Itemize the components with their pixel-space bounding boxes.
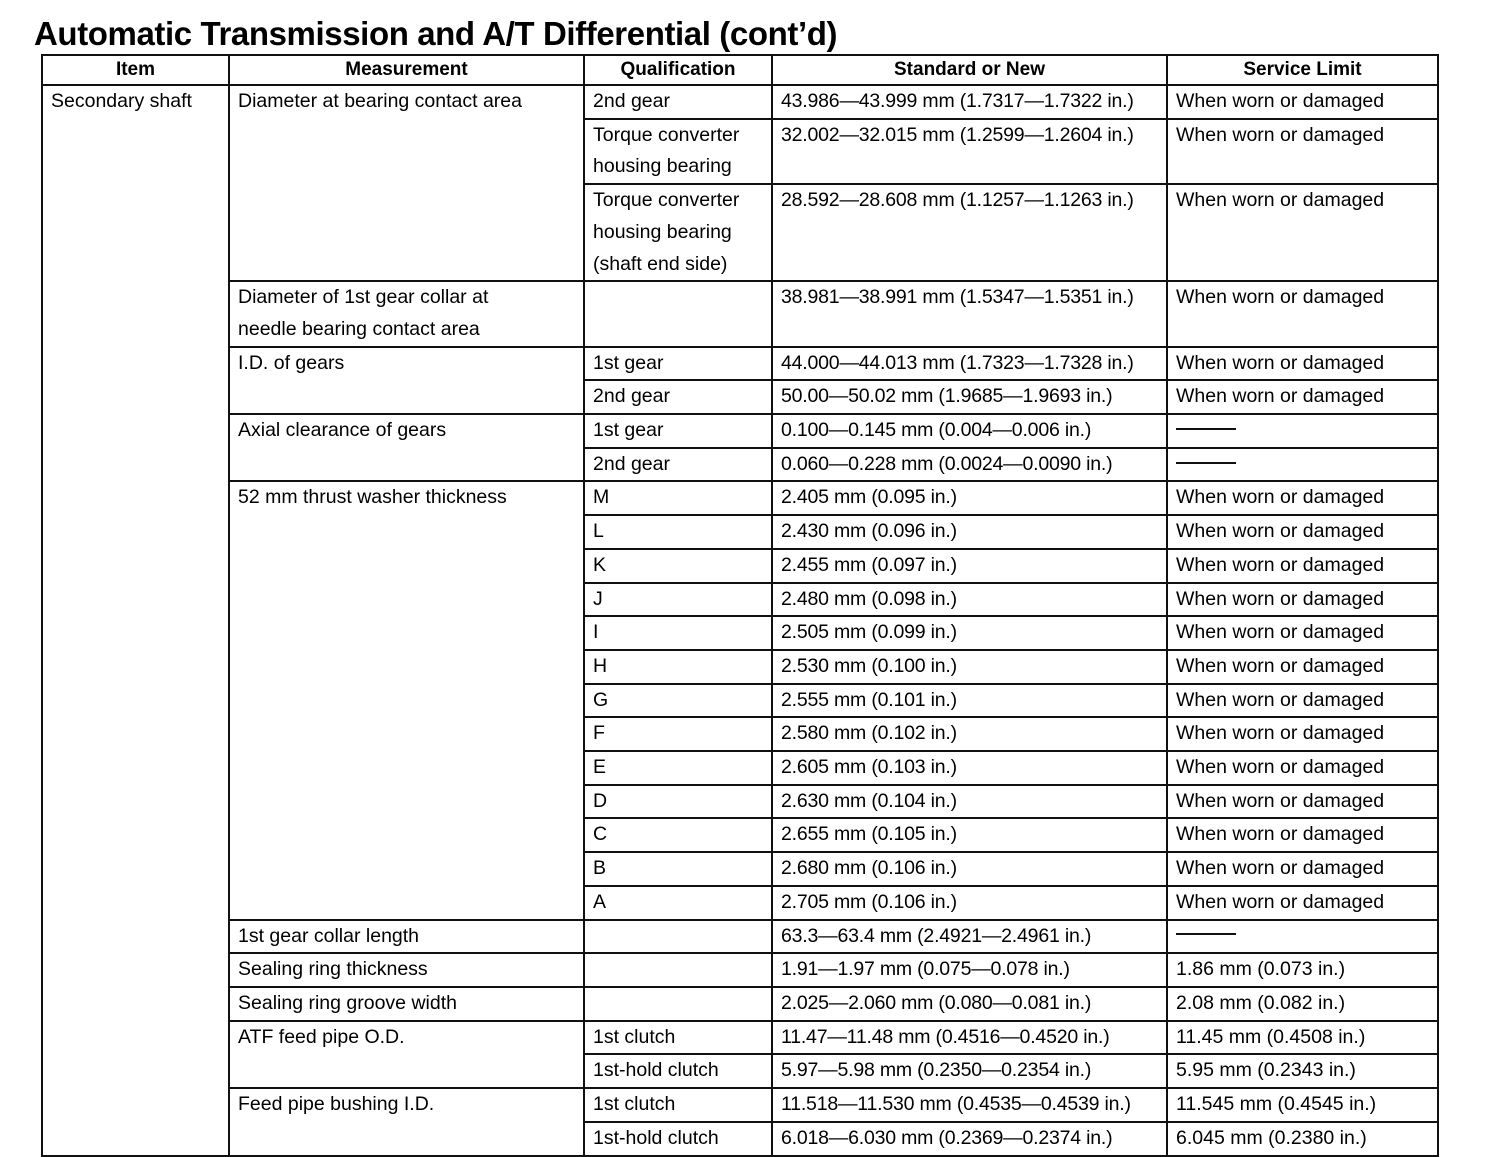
service-limit-cell: When worn or damaged (1167, 684, 1438, 718)
standard-cell: 63.3—63.4 mm (2.4921—2.4961 in.) (772, 920, 1167, 954)
no-limit-dash (1176, 462, 1236, 464)
qualification-cell: I (584, 616, 772, 650)
service-limit-cell: When worn or damaged (1167, 347, 1438, 381)
service-limit-cell: When worn or damaged (1167, 184, 1438, 281)
page-title: Automatic Transmission and A/T Differential (cont’d) (34, 15, 838, 52)
service-limit-cell: When worn or damaged (1167, 818, 1438, 852)
qualification-line: Torque converter (593, 123, 740, 146)
service-limit-cell (1167, 414, 1438, 448)
standard-cell: 2.405 mm (0.095 in.) (772, 481, 1167, 515)
qualification-cell (584, 281, 772, 346)
service-limit-cell: 1.86 mm (0.073 in.) (1167, 953, 1438, 987)
service-limit-cell: When worn or damaged (1167, 119, 1438, 184)
standard-cell: 6.018—6.030 mm (0.2369—0.2374 in.) (772, 1122, 1167, 1156)
no-limit-dash (1176, 933, 1236, 935)
standard-cell: 11.518—11.530 mm (0.4535—0.4539 in.) (772, 1088, 1167, 1122)
qualification-cell (584, 953, 772, 987)
service-limit-cell: When worn or damaged (1167, 380, 1438, 414)
table-row (42, 414, 1438, 448)
qualification-cell: 1st gear (584, 414, 772, 448)
qualification-cell: J (584, 583, 772, 617)
service-limit-cell: When worn or damaged (1167, 717, 1438, 751)
table-row (42, 481, 1438, 515)
measurement-cell: Axial clearance of gears (229, 414, 584, 481)
service-limit-cell: When worn or damaged (1167, 549, 1438, 583)
measurement-line: Diameter of 1st gear collar at (238, 286, 489, 309)
qualification-line: housing bearing (593, 155, 732, 178)
qualification-cell: 2nd gear (584, 380, 772, 414)
standard-cell: 2.655 mm (0.105 in.) (772, 818, 1167, 852)
standard-cell: 2.430 mm (0.096 in.) (772, 515, 1167, 549)
service-limit-cell: When worn or damaged (1167, 785, 1438, 819)
qualification-cell: 1st gear (584, 347, 772, 381)
service-limit-cell: When worn or damaged (1167, 886, 1438, 920)
table-row (42, 1021, 1438, 1055)
standard-cell: 2.455 mm (0.097 in.) (772, 549, 1167, 583)
table-row (42, 1088, 1438, 1122)
service-limit-cell: When worn or damaged (1167, 481, 1438, 515)
qualification-cell: 1st clutch (584, 1088, 772, 1122)
service-limit-cell (1167, 920, 1438, 954)
standard-cell: 11.47—11.48 mm (0.4516—0.4520 in.) (772, 1021, 1167, 1055)
header-standard: Standard or New (772, 55, 1167, 85)
qualification-cell: C (584, 818, 772, 852)
qualification-cell: A (584, 886, 772, 920)
table-row (42, 987, 1438, 1021)
service-limit-cell: When worn or damaged (1167, 751, 1438, 785)
qualification-line: Torque converter (593, 189, 740, 212)
service-limit-cell: When worn or damaged (1167, 852, 1438, 886)
qualification-cell (584, 184, 772, 281)
qualification-cell: F (584, 717, 772, 751)
header-service-limit: Service Limit (1167, 55, 1438, 85)
service-limit-cell: When worn or damaged (1167, 616, 1438, 650)
header-item: Item (42, 55, 229, 85)
standard-cell: 5.97—5.98 mm (0.2350—0.2354 in.) (772, 1054, 1167, 1088)
qualification-cell (584, 987, 772, 1021)
service-limit-cell: 11.545 mm (0.4545 in.) (1167, 1088, 1438, 1122)
qualification-cell: M (584, 481, 772, 515)
service-limit-cell: When worn or damaged (1167, 281, 1438, 346)
measurement-cell: ATF feed pipe O.D. (229, 1021, 584, 1088)
table-row (42, 347, 1438, 381)
standard-cell: 0.060—0.228 mm (0.0024—0.0090 in.) (772, 448, 1167, 482)
standard-cell: 2.705 mm (0.106 in.) (772, 886, 1167, 920)
qualification-cell: E (584, 751, 772, 785)
service-limit-cell: 2.08 mm (0.082 in.) (1167, 987, 1438, 1021)
qualification-cell: G (584, 684, 772, 718)
measurement-cell: 52 mm thrust washer thickness (229, 481, 584, 919)
measurement-cell: Sealing ring thickness (229, 953, 584, 987)
standard-cell: 1.91—1.97 mm (0.075—0.078 in.) (772, 953, 1167, 987)
standard-cell: 2.630 mm (0.104 in.) (772, 785, 1167, 819)
qualification-cell (584, 119, 772, 184)
qualification-cell (584, 920, 772, 954)
service-limit-cell: When worn or damaged (1167, 515, 1438, 549)
table-row (42, 953, 1438, 987)
standard-cell: 0.100—0.145 mm (0.004—0.006 in.) (772, 414, 1167, 448)
standard-cell: 2.025—2.060 mm (0.080—0.081 in.) (772, 987, 1167, 1021)
no-limit-dash (1176, 428, 1236, 430)
measurement-line: needle bearing contact area (238, 317, 480, 340)
standard-cell: 28.592—28.608 mm (1.1257—1.1263 in.) (772, 184, 1167, 281)
spec-table (41, 54, 1439, 1157)
service-limit-cell: When worn or damaged (1167, 650, 1438, 684)
header-measurement: Measurement (229, 55, 584, 85)
measurement-cell: I.D. of gears (229, 347, 584, 414)
qualification-cell: B (584, 852, 772, 886)
standard-cell: 2.580 mm (0.102 in.) (772, 717, 1167, 751)
qualification-cell: 2nd gear (584, 448, 772, 482)
qualification-line: (shaft end side) (593, 252, 728, 275)
standard-cell: 44.000—44.013 mm (1.7323—1.7328 in.) (772, 347, 1167, 381)
service-limit-cell: 11.45 mm (0.4508 in.) (1167, 1021, 1438, 1055)
header-row (42, 55, 1438, 85)
standard-cell: 2.605 mm (0.103 in.) (772, 751, 1167, 785)
measurement-cell: 1st gear collar length (229, 920, 584, 954)
standard-cell: 2.680 mm (0.106 in.) (772, 852, 1167, 886)
service-limit-cell: 6.045 mm (0.2380 in.) (1167, 1122, 1438, 1156)
table-row (42, 920, 1438, 954)
qualification-cell: D (584, 785, 772, 819)
qualification-cell: K (584, 549, 772, 583)
table-row (42, 85, 1438, 119)
qualification-line: housing bearing (593, 220, 732, 243)
header-qualification: Qualification (584, 55, 772, 85)
standard-cell: 2.505 mm (0.099 in.) (772, 616, 1167, 650)
standard-cell: 2.530 mm (0.100 in.) (772, 650, 1167, 684)
qualification-cell: L (584, 515, 772, 549)
standard-cell: 32.002—32.015 mm (1.2599—1.2604 in.) (772, 119, 1167, 184)
qualification-cell: 2nd gear (584, 85, 772, 119)
standard-cell: 38.981—38.991 mm (1.5347—1.5351 in.) (772, 281, 1167, 346)
service-limit-cell (1167, 448, 1438, 482)
qualification-cell: 1st-hold clutch (584, 1054, 772, 1088)
table-row (42, 281, 1438, 346)
standard-cell: 2.555 mm (0.101 in.) (772, 684, 1167, 718)
measurement-cell (229, 281, 584, 346)
service-limit-cell: When worn or damaged (1167, 583, 1438, 617)
standard-cell: 50.00—50.02 mm (1.9685—1.9693 in.) (772, 380, 1167, 414)
measurement-cell: Feed pipe bushing I.D. (229, 1088, 584, 1155)
qualification-cell: 1st clutch (584, 1021, 772, 1055)
standard-cell: 2.480 mm (0.098 in.) (772, 583, 1167, 617)
service-limit-cell: 5.95 mm (0.2343 in.) (1167, 1054, 1438, 1088)
qualification-cell: H (584, 650, 772, 684)
service-limit-cell: When worn or damaged (1167, 85, 1438, 119)
standard-cell: 43.986—43.999 mm (1.7317—1.7322 in.) (772, 85, 1167, 119)
qualification-cell: 1st-hold clutch (584, 1122, 772, 1156)
item-cell: Secondary shaft (42, 85, 229, 1156)
measurement-cell: Sealing ring groove width (229, 987, 584, 1021)
measurement-cell: Diameter at bearing contact area (229, 85, 584, 281)
